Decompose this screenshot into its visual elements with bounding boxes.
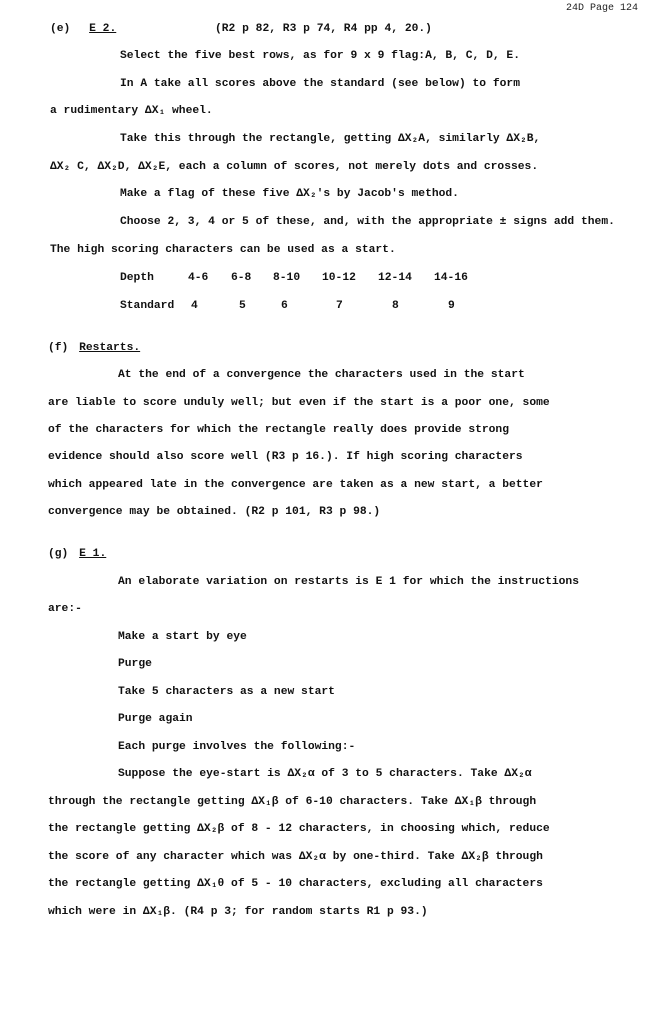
table-standard-cell: 5	[239, 300, 246, 312]
section-g-line-2: are:-	[48, 603, 82, 615]
section-g-step-5: Each purge involves the following:-	[118, 741, 356, 753]
table-standard-cell: 8	[392, 300, 399, 312]
page-header: 24D Page 124	[565, 3, 638, 14]
section-g-step-2: Purge	[118, 658, 152, 670]
section-e-line-4: Take this through the rectangle, getting ΔΧ₂A, similarly ΔΧ₂B,	[120, 133, 541, 145]
section-g-detail-4: the score of any character which was ΔΧ₂α by one-third. Take ΔΧ₂β through	[48, 851, 543, 863]
table-depth-cell: 4-6	[188, 272, 209, 284]
table-standard-cell: 9	[448, 300, 455, 312]
section-g-title: E 1.	[79, 548, 107, 560]
section-g-label: (g)	[48, 548, 69, 560]
section-e-line-6: Make a flag of these five ΔΧ₂'s by Jacob's method.	[120, 188, 459, 200]
table-depth-cell: 8-10	[273, 272, 301, 284]
section-e-title: E 2.	[89, 23, 117, 35]
section-f-line-4: evidence should also score well (R3 p 16.). If high scoring characters	[48, 451, 523, 463]
section-g-detail-5: the rectangle getting ΔΧ₁θ of 5 - 10 characters, excluding all characters	[48, 878, 543, 890]
section-f-line-5: which appeared late in the convergence are taken as a new start, a better	[48, 479, 543, 491]
section-e-refs: (R2 p 82, R3 p 74, R4 pp 4, 20.)	[215, 23, 432, 35]
section-e-line-5: ΔΧ₂ C, ΔΧ₂D, ΔΧ₂E, each a column of scores, not merely dots and crosses.	[50, 161, 539, 173]
section-g-step-4: Purge again	[118, 713, 193, 725]
section-g-line-1: An elaborate variation on restarts is E 1 for which the instructions	[118, 576, 579, 588]
section-f-heading	[48, 341, 140, 355]
section-f-line-6: convergence may be obtained. (R2 p 101, R3 p 98.)	[48, 506, 381, 518]
table-depth-cell: 14-16	[434, 272, 468, 284]
section-e-label: (e)	[50, 23, 71, 35]
section-e-heading	[50, 22, 116, 36]
section-g-heading	[48, 547, 106, 561]
section-g-step-3: Take 5 characters as a new start	[118, 686, 335, 698]
section-f-line-3: of the characters for which the rectangle really does provide strong	[48, 424, 509, 436]
section-g-detail-2: through the rectangle getting ΔΧ₁β of 6-10 characters. Take ΔΧ₁β through	[48, 796, 537, 808]
table-depth-label: Depth	[120, 272, 154, 284]
table-standard-cell: 7	[336, 300, 343, 312]
section-g-detail-1: Suppose the eye-start is ΔΧ₂α of 3 to 5 characters. Take ΔΧ₂α	[118, 768, 532, 780]
table-depth-cell: 12-14	[378, 272, 412, 284]
section-f-title: Restarts.	[79, 342, 141, 354]
section-e-line-1: Select the five best rows, as for 9 x 9 flag:A, B, C, D, E.	[120, 50, 520, 62]
section-f-label: (f)	[48, 342, 69, 354]
table-standard-cell: 4	[191, 300, 198, 312]
section-e-line-8: The high scoring characters can be used as a start.	[50, 244, 396, 256]
section-f-line-2: are liable to score unduly well; but even if the start is a poor one, some	[48, 397, 550, 409]
table-depth-cell: 10-12	[322, 272, 356, 284]
section-g-detail-3: the rectangle getting ΔΧ₂β of 8 - 12 characters, in choosing which, reduce	[48, 823, 550, 835]
section-f-line-1: At the end of a convergence the characters used in the start	[118, 369, 525, 381]
table-standard-cell: 6	[281, 300, 288, 312]
table-depth-cell: 6-8	[231, 272, 252, 284]
table-standard-label: Standard	[120, 300, 175, 312]
section-e-line-2: In A take all scores above the standard (see below) to form	[120, 78, 520, 90]
section-e-line-3: a rudimentary ΔΧ₁ wheel.	[50, 105, 213, 117]
section-g-step-1: Make a start by eye	[118, 631, 247, 643]
section-e-line-7: Choose 2, 3, 4 or 5 of these, and, with the appropriate ± signs add them.	[120, 216, 615, 228]
section-g-detail-6: which were in ΔΧ₁β. (R4 p 3; for random starts R1 p 93.)	[48, 906, 428, 918]
